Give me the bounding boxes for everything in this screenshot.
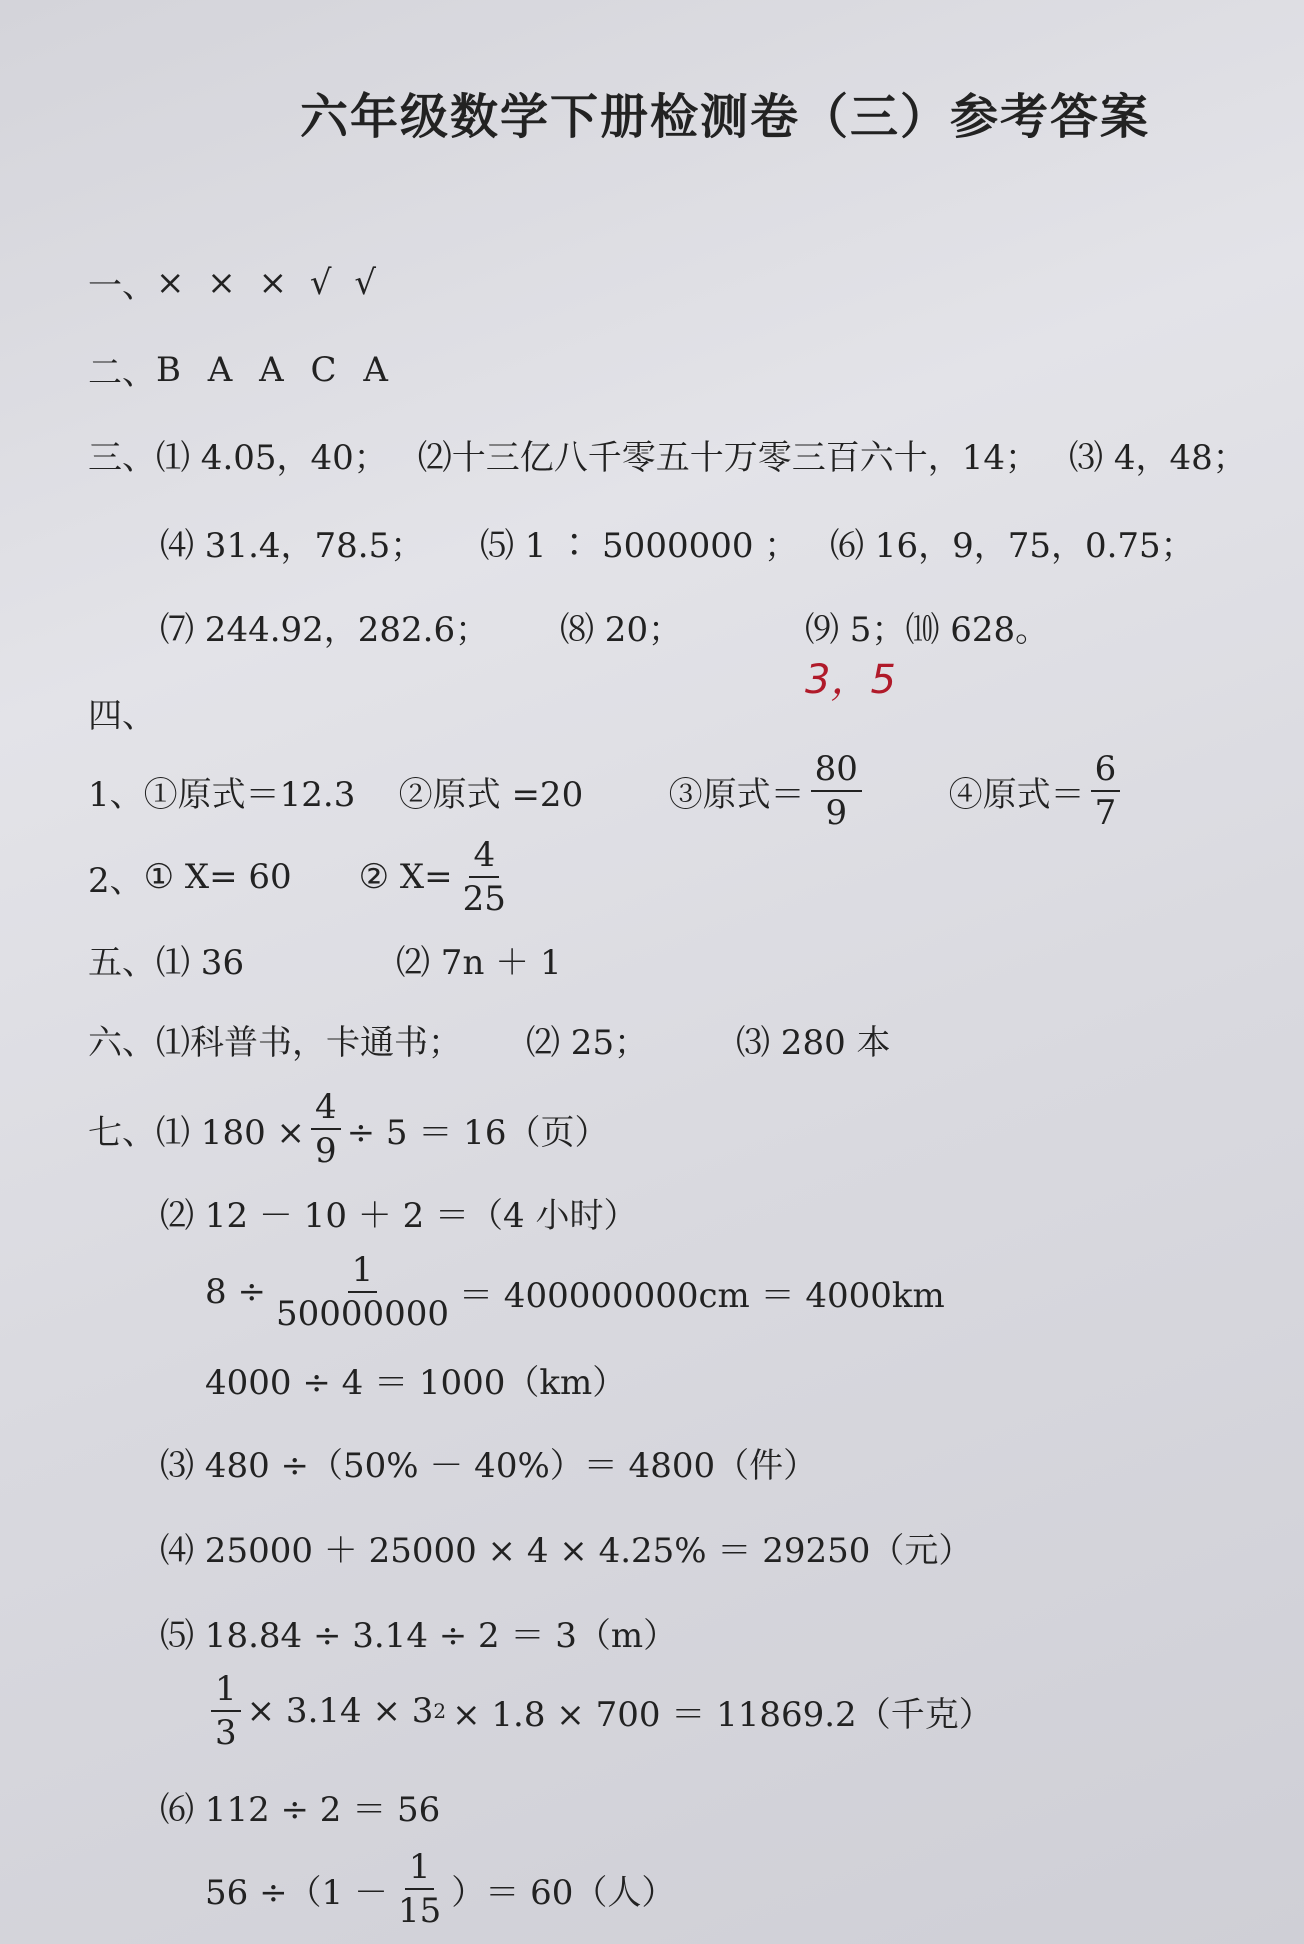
q4-1-part-4 (948, 749, 1127, 833)
fraction-numerator: 1 (348, 1253, 378, 1293)
s7-line-10-fraction (394, 1847, 445, 1931)
q4-1-part-3-fraction (811, 749, 862, 833)
section-2 (88, 345, 396, 394)
answer-3-7: ⑺ 244.92，282.6； (160, 610, 490, 650)
section-4-header (88, 688, 156, 737)
q4-1-part-1: ①原式＝12.3 (143, 774, 356, 815)
q4-1-label: 1、 (88, 774, 144, 815)
q4-1-part-4-fraction (1091, 749, 1121, 833)
q4-1-part-3-prefix: ③原式＝ (668, 774, 805, 815)
answer-3-9: ⑼ 5；⑽ 628。 (805, 610, 1050, 650)
q4-2-part-2-prefix: ② X= (358, 857, 453, 897)
s7-line-10-prefix: 56 ÷（1 － (205, 1872, 388, 1913)
answer-3-4: ⑷ 31.4，78.5； (160, 526, 425, 566)
s7-line-5: ⑶ 480 ÷（50% － 40%）＝ 4800（件） (160, 1446, 818, 1486)
s7-line-6: ⑷ 25000 ＋ 25000 × 4 × 4.25% ＝ 29250（元） (160, 1531, 973, 1571)
section-5 (88, 935, 562, 984)
s7-line-2: ⑵ 12 － 10 ＋ 2 ＝（4 小时） (160, 1196, 638, 1236)
section-7-line-1 (88, 1087, 609, 1171)
section-7-line-3 (205, 1250, 945, 1334)
answer-3-3: ⑶ 4，48； (1069, 438, 1247, 478)
section-3-row-3 (160, 602, 1049, 651)
section-7-line-9 (160, 1782, 440, 1831)
page-title: 六年级数学下册检测卷（三）参考答案 (300, 89, 1151, 145)
answer-5-1: ⑴ 36 (156, 943, 245, 983)
section-7-line-4 (205, 1355, 626, 1404)
section-1 (88, 258, 382, 307)
q4-2-part-2 (358, 835, 516, 919)
s7-line-10-suffix: ）＝ 60（人） (451, 1872, 676, 1913)
handwritten-note: 3，5 (805, 657, 896, 703)
answer-3-8: ⑻ 20； (560, 610, 683, 650)
s7-line-8-exponent: 2 (433, 1699, 447, 1723)
s7-line-1-suffix: ÷ 5 ＝ 16（页） (346, 1112, 609, 1153)
section-7-line-2 (160, 1188, 637, 1237)
q4-2-label: 2、 (88, 860, 144, 901)
section-6-label: 六、 (88, 1023, 156, 1063)
section-1-label: 一、 (88, 266, 156, 306)
s7-line-1-fraction (311, 1087, 341, 1171)
answer-6-3: ⑶ 280 本 (736, 1023, 891, 1063)
q4-2-part-2-fraction (459, 835, 510, 919)
fraction-denominator: 3 (215, 1713, 237, 1753)
answer-3-6: ⑹ 16，9，75，0.75； (830, 526, 1195, 566)
section-7-line-10 (205, 1847, 676, 1931)
section-7-label: 七、 (88, 1112, 156, 1153)
fraction-numerator: 6 (1091, 752, 1121, 792)
s7-line-3-prefix: 8 ÷ (205, 1272, 266, 1312)
answer-3-2: ⑵十三亿八千零五十万零三百六十，14； (417, 438, 1040, 478)
s7-line-8-middle: × 3.14 × 3 (246, 1691, 434, 1731)
section-7-line-7 (160, 1608, 677, 1657)
answer-3-1: ⑴ 4.05，40； (156, 438, 388, 478)
section-4-row-2 (88, 835, 516, 919)
s7-line-9: ⑹ 112 ÷ 2 ＝ 56 (160, 1790, 441, 1830)
section-5-label: 五、 (88, 943, 156, 983)
answer-6-2: ⑵ 25； (526, 1023, 649, 1063)
section-4-label: 四、 (88, 696, 156, 736)
fraction-numerator: 4 (311, 1090, 341, 1130)
section-3-row-2 (160, 518, 1195, 567)
section-7-line-5 (160, 1438, 817, 1487)
section-4-row-1 (88, 749, 1126, 833)
answer-3-5: ⑸ 1 ∶ 5000000 ； (480, 526, 799, 566)
section-6 (88, 1015, 891, 1064)
s7-line-4: 4000 ÷ 4 ＝ 1000（km） (205, 1363, 627, 1403)
section-3-row-1 (88, 430, 1247, 479)
s7-line-8-suffix: × 1.8 × 700 ＝ 11869.2（千克） (452, 1694, 993, 1735)
answer-5-2: ⑵ 7n ＋ 1 (396, 943, 562, 983)
fraction-denominator: 50000000 (275, 1294, 449, 1334)
s7-line-1-prefix: ⑴ 180 × (156, 1112, 305, 1153)
fraction-denominator: 7 (1094, 793, 1117, 833)
section-7-line-6 (160, 1523, 972, 1572)
fraction-denominator: 25 (462, 879, 506, 919)
fraction-numerator: 1 (405, 1850, 435, 1890)
s7-line-7: ⑸ 18.84 ÷ 3.14 ÷ 2 ＝ 3（m） (160, 1616, 678, 1656)
section-2-label: 二、 (88, 353, 156, 393)
fraction-denominator: 9 (315, 1131, 337, 1171)
section-2-answers: B A A C A (156, 349, 396, 390)
section-3-label: 三、 (88, 438, 156, 478)
q4-1-part-2: ②原式 =20 (398, 774, 584, 815)
fraction-denominator: 15 (398, 1891, 442, 1931)
s7-line-8-fraction (211, 1669, 241, 1753)
fraction-numerator: 80 (811, 752, 862, 792)
section-1-answers: × × × √ √ (156, 262, 383, 303)
section-7-line-8 (205, 1669, 993, 1753)
fraction-numerator: 4 (469, 838, 499, 878)
q4-1-part-4-prefix: ④原式＝ (948, 774, 1085, 815)
q4-1-part-3 (668, 749, 949, 833)
fraction-denominator: 9 (825, 793, 848, 833)
s7-line-3-fraction (272, 1250, 453, 1334)
answer-6-1: ⑴科普书，卡通书； (156, 1023, 462, 1063)
s7-line-3-suffix: ＝ 400000000cm ＝ 4000km (459, 1275, 945, 1316)
q4-2-part-1: ① X= 60 (143, 857, 292, 897)
fraction-numerator: 1 (211, 1672, 241, 1712)
